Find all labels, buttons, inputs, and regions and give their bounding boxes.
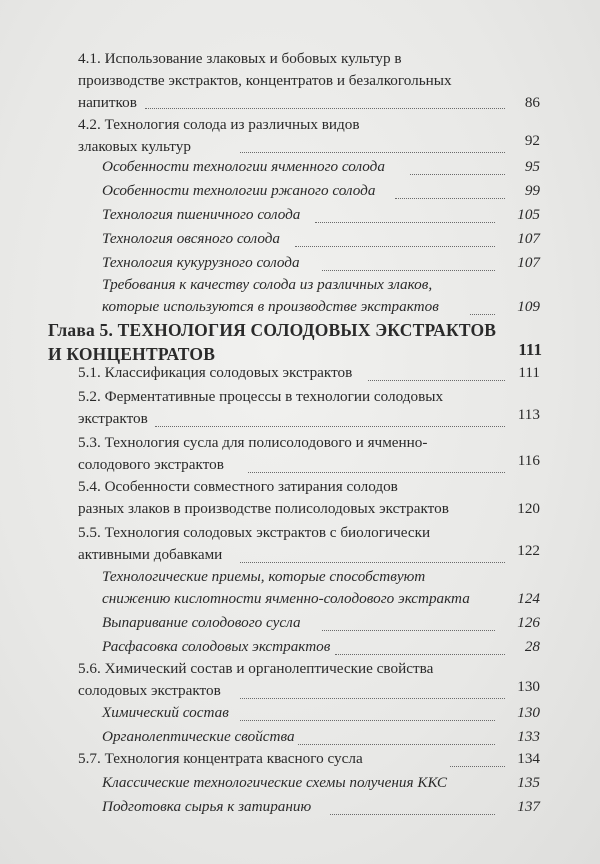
toc-entry-line: разных злаков в производстве полисолодовых экстрактов <box>78 500 449 517</box>
toc-subentry <box>102 636 330 658</box>
page-number: 126 <box>517 614 540 631</box>
dot-leader <box>298 744 495 745</box>
dot-leader <box>240 720 495 721</box>
toc-subentry <box>102 252 300 274</box>
page-number: 134 <box>517 750 540 767</box>
toc-subentry <box>102 796 311 818</box>
toc-entry-line: 5.4. Особенности совместного затирания солодов <box>78 478 398 495</box>
toc-entry-line: солодового экстрактов <box>78 456 224 473</box>
page-number: 135 <box>517 774 540 791</box>
toc-entry-line: Особенности технологии ржаного солода <box>102 182 376 199</box>
toc-subentry <box>102 180 375 202</box>
dot-leader <box>248 472 505 473</box>
toc-entry-line: солодовых экстрактов <box>78 682 221 699</box>
toc-subentry <box>102 228 280 250</box>
toc-entry <box>78 48 452 114</box>
toc-entry <box>78 386 443 430</box>
toc-subentry <box>102 726 295 748</box>
dot-leader <box>322 270 495 271</box>
dot-leader <box>240 698 505 699</box>
toc-entry-line: 5.5. Технология солодовых экстрактов с биологически <box>78 524 431 541</box>
page-number: 130 <box>517 704 540 721</box>
toc-subentry <box>102 274 439 318</box>
toc-entry-line: Расфасовка солодовых экстрактов <box>102 638 331 655</box>
dot-leader <box>450 766 505 767</box>
toc-entry <box>78 522 430 566</box>
toc-entry-line: снижению кислотности ячменно-солодового экстракта <box>102 590 470 607</box>
toc-entry-line: производстве экстрактов, концентратов и безалкогольных <box>78 72 452 89</box>
dot-leader <box>322 630 495 631</box>
page-number: 122 <box>517 542 540 559</box>
dot-leader <box>410 174 505 175</box>
page-number: 109 <box>517 298 540 315</box>
page-number: 28 <box>524 638 540 655</box>
chapter-heading-line: Глава 5. ТЕХНОЛОГИЯ СОЛОДОВЫХ ЭКСТРАКТОВ <box>48 320 497 340</box>
toc-subentry <box>102 566 470 610</box>
toc-entry-line: Требования к качеству солода из различных злаков, <box>102 276 433 293</box>
toc-entry-line: 5.2. Ферментативные процессы в технологии солодовых <box>78 388 444 405</box>
toc-entry <box>78 432 427 476</box>
chapter-page-number: 111 <box>518 340 542 359</box>
toc-entry-line: Технология овсяного солода <box>102 230 280 247</box>
page-number: 86 <box>524 94 540 111</box>
toc-entry-line: Химический состав <box>102 704 229 721</box>
dot-leader <box>395 198 505 199</box>
toc-subentry <box>102 156 385 178</box>
toc-subentry <box>102 204 300 226</box>
toc-entry-line: Технология кукурузного солода <box>102 254 300 271</box>
dot-leader <box>155 426 505 427</box>
toc-entry <box>78 362 352 384</box>
page-number: 111 <box>518 364 540 381</box>
dot-leader <box>295 246 495 247</box>
page-number: 113 <box>517 406 540 423</box>
toc-entry-line: 5.1. Классификация солодовых экстрактов <box>78 364 353 381</box>
toc-entry-line: напитков <box>78 94 137 111</box>
dot-leader <box>240 562 505 563</box>
toc-entry-line: Особенности технологии ячменного солода <box>102 158 385 175</box>
toc-entry-line: 4.1. Использование злаковых и бобовых культур в <box>78 50 402 67</box>
toc-entry-line: активными добавками <box>78 546 223 563</box>
toc-entry-line: которые используются в производстве экстрактов <box>102 298 439 315</box>
toc-entry-line: экстрактов <box>78 410 148 427</box>
toc-entry <box>78 476 449 520</box>
page-number: 137 <box>517 798 540 815</box>
toc-entry-line: Выпаривание солодового сусла <box>102 614 301 631</box>
dot-leader <box>315 222 495 223</box>
page-number: 124 <box>517 590 540 607</box>
toc-subentry <box>102 772 447 794</box>
toc-entry-line: злаковых культур <box>78 138 191 155</box>
toc-entry-line: Подготовка сырья к затиранию <box>102 798 312 815</box>
dot-leader <box>335 654 505 655</box>
page-number: 133 <box>517 728 540 745</box>
dot-leader <box>240 152 505 153</box>
page-number: 95 <box>524 158 540 175</box>
page-number: 105 <box>517 206 540 223</box>
dot-leader <box>470 314 495 315</box>
page-number: 130 <box>517 678 540 695</box>
toc-entry-line: 5.6. Химический состав и органолептические свойства <box>78 660 434 677</box>
chapter-heading-line: И КОНЦЕНТРАТОВ <box>48 344 216 364</box>
toc-entry-line: 4.2. Технология солода из различных видов <box>78 116 360 133</box>
toc-entry <box>78 658 433 702</box>
toc-entry <box>78 748 363 770</box>
toc-entry-line: Органолептические свойства <box>102 728 295 745</box>
toc-subentry <box>102 612 301 634</box>
chapter-heading <box>48 318 496 366</box>
page-number: 116 <box>517 452 540 469</box>
toc-subentry <box>102 702 229 724</box>
page-number: 92 <box>524 132 540 149</box>
page-number: 99 <box>524 182 540 199</box>
toc-entry-line: 5.7. Технология концентрата квасного сусла <box>78 750 363 767</box>
toc-entry-line: Технология пшеничного солода <box>102 206 301 223</box>
dot-leader <box>368 380 505 381</box>
page-number: 107 <box>517 254 540 271</box>
dot-leader <box>330 814 495 815</box>
toc-entry-line: Классические технологические схемы получения ККС <box>102 774 447 791</box>
page-number: 107 <box>517 230 540 247</box>
toc-entry-line: 5.3. Технология сусла для полисолодового и ячменно- <box>78 434 428 451</box>
dot-leader <box>145 108 505 109</box>
toc-entry-line: Технологические приемы, которые способствуют <box>102 568 426 585</box>
page-number: 120 <box>517 500 540 517</box>
